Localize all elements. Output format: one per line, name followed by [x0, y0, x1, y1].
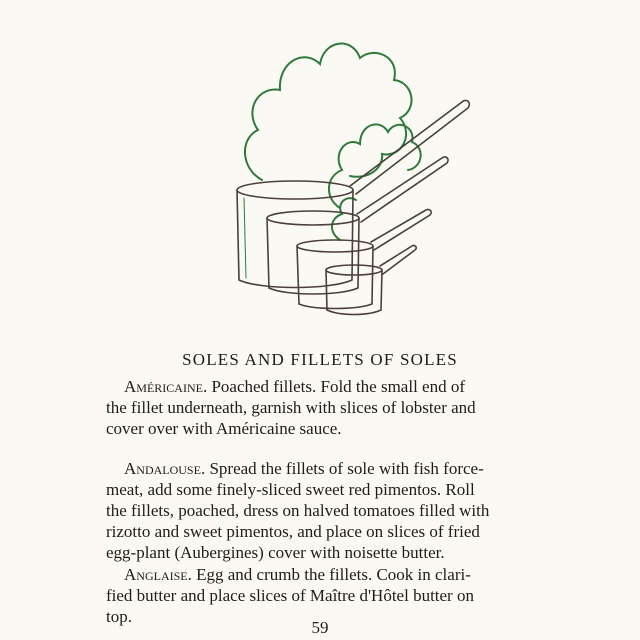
entry-text-line: cover over with Américaine sauce. [106, 419, 342, 438]
entry-text-line: rizotto and sweet pimentos, and place on slices of fried [106, 522, 480, 541]
page-number: 59 [311, 618, 329, 637]
entry-text-line: Egg and crumb the fillets. Cook in clari- [191, 565, 471, 584]
entry-text-line: egg-plant (Aubergines) cover with noisette butter. [106, 543, 445, 562]
saucepans [237, 100, 469, 314]
recipe-entry-andalouse [106, 458, 564, 563]
entry-text-line: the fillets, poached, dress on halved tomatoes filled with [106, 501, 490, 520]
entry-first-line [106, 564, 564, 585]
entry-text-line: meat, add some finely-sliced sweet red pimentos. Roll [106, 480, 475, 499]
page-title: SOLES AND FILLETS OF SOLES [182, 350, 458, 369]
recipe-entry-americaine [106, 376, 564, 439]
entry-text-line: Spread the fillets of sole with fish force- [205, 459, 484, 478]
entry-text-line: the fillet underneath, garnish with slices of lobster and [106, 398, 476, 417]
recipe-term: Andalouse. [124, 459, 206, 478]
steam-clouds [245, 44, 421, 240]
steaming-saucepans-illustration [200, 18, 480, 318]
entry-first-line [106, 376, 564, 397]
entry-text-line: top. [106, 607, 132, 626]
recipe-term: Anglaise. [124, 565, 192, 584]
entry-text-line: fied butter and place slices of Maître d'Hôtel butter on [106, 586, 474, 605]
entry-first-line [106, 458, 564, 479]
recipe-term: Américaine. [124, 377, 208, 396]
entry-text-line: Poached fillets. Fold the small end of [207, 377, 465, 396]
